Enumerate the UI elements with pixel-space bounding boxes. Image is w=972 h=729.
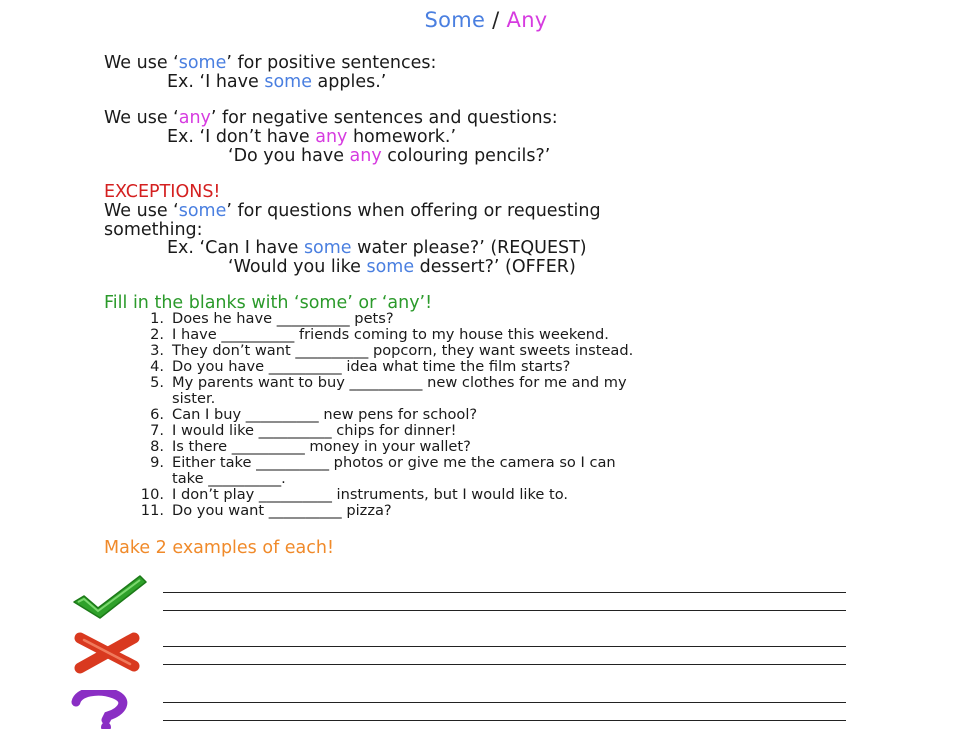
exercise-number: 6. — [150, 406, 164, 423]
exercise-text: Does he have __________ pets? — [172, 310, 394, 327]
exercise-item — [134, 407, 633, 423]
exercise-number: 10. — [140, 486, 164, 503]
check-mark-icon — [70, 572, 150, 620]
exercise-number: 11. — [140, 502, 164, 519]
example-text: Ex. ‘I don’t have — [167, 127, 316, 147]
exercise-text: Can I buy __________ new pens for school? — [172, 406, 478, 423]
exceptions-rule-line — [104, 201, 601, 221]
exercise-item — [134, 439, 633, 455]
exceptions-rule-line-2: something: — [104, 220, 203, 240]
exceptions-text: We use ‘ — [104, 201, 179, 221]
rule-some-text-end: ’ for positive sentences: — [226, 53, 437, 73]
exercise-heading: Fill in the blanks with ‘some’ or ‘any’! — [104, 293, 433, 313]
exercise-number: 8. — [150, 438, 164, 455]
keyword-any: any — [349, 146, 382, 166]
example-text-end: homework.’ — [347, 127, 457, 147]
exercise-item — [134, 327, 633, 343]
exercise-item — [134, 455, 633, 471]
exercise-text: Either take __________ photos or give me the camera so I can — [172, 454, 616, 471]
example-text-end: water please?’ (REQUEST) — [351, 238, 587, 258]
exercise-item — [134, 487, 633, 503]
exceptions-heading: EXCEPTIONS! — [104, 182, 221, 202]
exercise-item — [134, 503, 633, 519]
exercise-item — [134, 343, 633, 359]
example-text-end: dessert?’ (OFFER) — [414, 257, 576, 277]
keyword-any: any — [315, 127, 348, 147]
exercise-text-continued: sister. — [172, 390, 216, 407]
example-text: ‘Would you like — [228, 257, 367, 277]
exceptions-text-end: ’ for questions when offering or requesting — [226, 201, 601, 221]
keyword-some: some — [178, 53, 227, 73]
exercise-item — [134, 423, 633, 439]
rule-some-line — [104, 53, 436, 73]
keyword-some: some — [366, 257, 415, 277]
exercise-text: Do you want __________ pizza? — [172, 502, 392, 519]
rule-any-line — [104, 108, 558, 128]
exercise-text-continued: take __________. — [172, 470, 286, 487]
exceptions-example-2 — [228, 257, 576, 277]
rule-any-example-1 — [167, 127, 456, 147]
exercise-number: 7. — [150, 422, 164, 439]
exercise-text: I don’t play __________ instruments, but I would like to. — [172, 486, 569, 503]
keyword-any: any — [178, 108, 211, 128]
exercise-text: They don’t want __________ popcorn, they want sweets instead. — [172, 342, 634, 359]
keyword-some: some — [264, 72, 312, 92]
exercise-text: My parents want to buy __________ new clothes for me and my — [172, 374, 627, 391]
exercise-text: I would like __________ chips for dinner! — [172, 422, 457, 439]
exercise-text: Do you have __________ idea what time the film starts? — [172, 358, 571, 375]
exercise-number: 2. — [150, 326, 164, 343]
question-mark-icon — [70, 690, 140, 729]
title-separator: / — [485, 8, 507, 32]
exceptions-example-1 — [167, 238, 587, 258]
writing-line-negative-1[interactable] — [163, 646, 846, 647]
exercise-number: 1. — [150, 310, 164, 327]
writing-line-question-1[interactable] — [163, 702, 846, 703]
writing-line-question-2[interactable] — [163, 720, 846, 721]
writing-line-positive-1[interactable] — [163, 592, 846, 593]
writing-line-positive-2[interactable] — [163, 610, 846, 611]
writing-line-negative-2[interactable] — [163, 664, 846, 665]
exercise-item — [134, 311, 633, 327]
example-text: ‘Do you have — [228, 146, 350, 166]
example-text: Ex. ‘Can I have — [167, 238, 304, 258]
page-title — [0, 8, 972, 32]
example-text: Ex. ‘I have — [167, 72, 265, 92]
example-text-end: apples.’ — [311, 72, 387, 92]
rule-some-text: We use ‘ — [104, 53, 179, 73]
exercise-text: Is there __________ money in your wallet? — [172, 438, 471, 455]
exercise-number: 4. — [150, 358, 164, 375]
exercise-text: I have __________ friends coming to my house this weekend. — [172, 326, 609, 343]
example-text-end: colouring pencils?’ — [381, 146, 551, 166]
title-some: Some — [424, 8, 486, 32]
rule-any-text: We use ‘ — [104, 108, 179, 128]
exercise-item — [134, 359, 633, 375]
rule-any-example-2 — [228, 146, 550, 166]
rule-some-example — [167, 72, 386, 92]
rule-any-text-end: ’ for negative sentences and questions: — [210, 108, 558, 128]
keyword-some: some — [303, 238, 352, 258]
exercise-item — [134, 375, 633, 391]
keyword-some: some — [178, 201, 227, 221]
exercise-number: 3. — [150, 342, 164, 359]
title-any: Any — [506, 8, 548, 32]
cross-mark-icon — [72, 632, 142, 674]
exercise-list — [134, 311, 633, 519]
exercise-number: 9. — [150, 454, 164, 471]
exercise-number: 5. — [150, 374, 164, 391]
make-examples-heading: Make 2 examples of each! — [104, 538, 335, 558]
